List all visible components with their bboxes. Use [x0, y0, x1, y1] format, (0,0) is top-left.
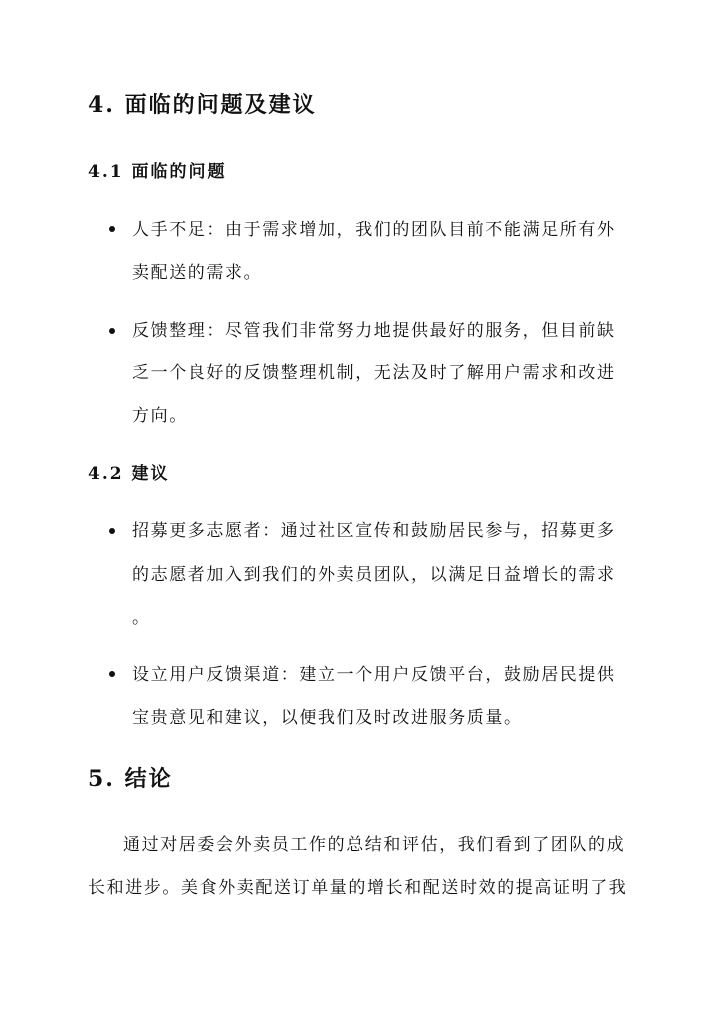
list-item-line: 设立用户反馈渠道：建立一个用户反馈平台，鼓励居民提供: [132, 665, 616, 685]
list-item-line: 乏一个良好的反馈整理机制，无法及时了解用户需求和改进: [132, 363, 616, 383]
paragraph-line: 通过对居委会外卖员工作的总结和评估，我们看到了团队的成: [123, 835, 626, 855]
bullet-icon: [109, 328, 115, 334]
section-heading-4: 4. 面临的问题及建议: [88, 92, 317, 118]
subsection-heading-4-2: 4.2 建议: [88, 464, 170, 484]
list-item-line: 反馈整理：尽管我们非常努力地提供最好的服务，但目前缺: [132, 321, 616, 341]
bullet-icon: [109, 226, 115, 232]
list-item-line: 。: [132, 608, 151, 628]
bullet-icon: [109, 528, 115, 534]
list-item-line: 卖配送的需求。: [132, 263, 263, 283]
section-heading-5: 5. 结论: [88, 766, 173, 792]
bullet-icon: [109, 671, 115, 677]
list-item-line: 宝贵意见和建议，以便我们及时改进服务质量。: [132, 708, 523, 728]
subsection-heading-4-1: 4.1 面临的问题: [88, 162, 227, 182]
paragraph-line: 长和进步。美食外卖配送订单量的增长和配送时效的提高证明了我: [88, 878, 628, 898]
list-item-line: 人手不足：由于需求增加，我们的团队目前不能满足所有外: [132, 220, 616, 240]
list-item-line: 方向。: [132, 406, 188, 426]
list-item-line: 的志愿者加入到我们的外卖员团队，以满足日益增长的需求: [132, 565, 616, 585]
list-item-line: 招募更多志愿者：通过社区宣传和鼓励居民参与，招募更多: [132, 521, 616, 541]
